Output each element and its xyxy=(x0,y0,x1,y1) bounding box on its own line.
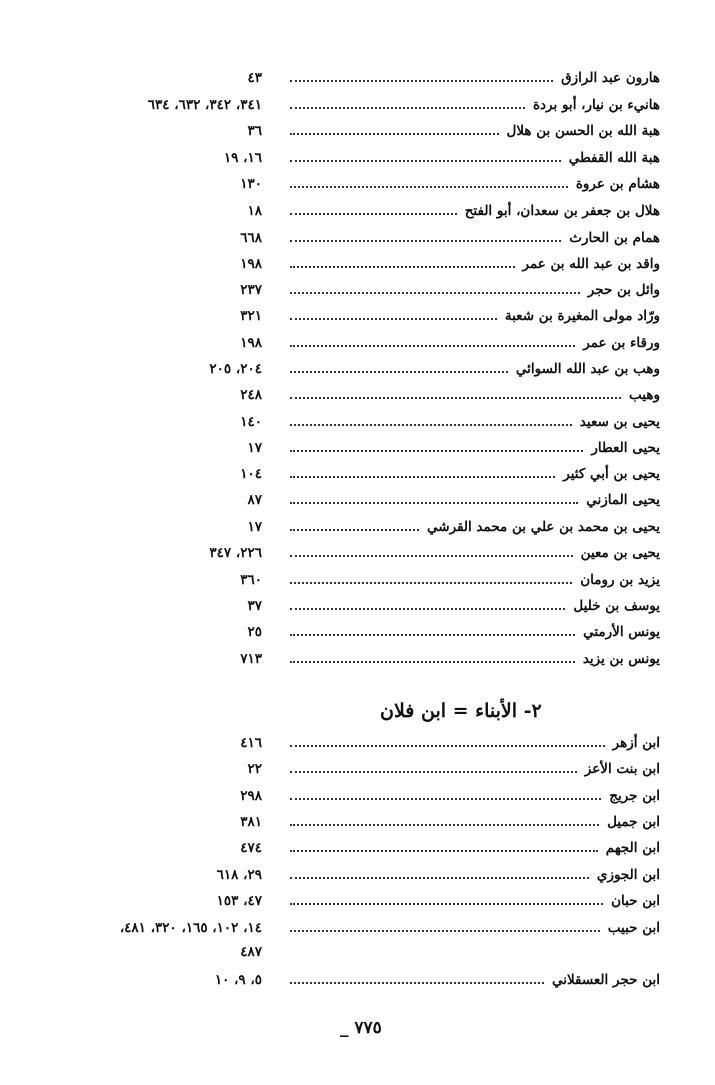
dot-leader xyxy=(290,824,599,826)
index-entry xyxy=(0,622,715,648)
dot-leader xyxy=(290,555,573,557)
entry-pages: ٣٧ xyxy=(247,598,262,614)
index-entry xyxy=(0,970,715,996)
entry-pages: ٢٢ xyxy=(247,761,262,777)
index-entry xyxy=(0,891,715,917)
entry-pages: ٢٥ xyxy=(247,624,262,640)
entry-name: يحيى بن أبي كثير xyxy=(563,466,660,482)
entry-name: ابن جميل xyxy=(607,814,660,830)
dot-leader xyxy=(290,771,577,773)
dot-leader xyxy=(290,982,544,984)
index-entry xyxy=(0,148,715,174)
entry-pages: ٣٨١ xyxy=(240,814,262,830)
entry-name: يزيد بن رومان xyxy=(580,572,660,588)
entry-name: هانيء بن نيار، أبو بردة xyxy=(532,97,660,113)
entry-name: ورقاء بن عمر xyxy=(583,335,660,351)
entry-name: ابن الجهم xyxy=(605,840,660,856)
entry-pages: ٧١٣ xyxy=(240,651,262,667)
entry-pages: ٤٧٤ xyxy=(240,840,262,856)
page-number: _ ٧٧٥ xyxy=(340,1018,382,1038)
entry-name: ابن جريج xyxy=(609,788,660,804)
entry-name: ابن بنت الأعز xyxy=(584,761,660,777)
entry-name: يحيى المازني xyxy=(586,492,660,508)
entry-name: يحيى العطار xyxy=(591,440,660,456)
entry-pages: ١٣٠ xyxy=(240,176,262,192)
index-entry xyxy=(0,596,715,622)
dot-leader xyxy=(290,850,598,852)
dot-leader xyxy=(290,240,561,242)
index-entry xyxy=(0,786,715,812)
dot-leader xyxy=(290,345,575,347)
entry-pages: ٤٣ xyxy=(247,70,262,86)
index-entry xyxy=(0,95,715,121)
index-entry xyxy=(0,838,715,864)
dot-leader xyxy=(290,371,508,373)
dot-leader xyxy=(290,529,419,531)
dot-leader xyxy=(290,133,499,135)
entry-pages: ١٩٨ xyxy=(240,335,262,351)
index-entry xyxy=(0,333,715,359)
dot-leader xyxy=(290,80,553,82)
index-entry xyxy=(0,438,715,464)
dot-leader xyxy=(290,502,578,504)
dot-leader xyxy=(290,213,457,215)
dot-leader xyxy=(290,608,565,610)
index-entry xyxy=(0,174,715,200)
dot-leader xyxy=(290,798,601,800)
entry-name: ابن الجوزي xyxy=(596,867,660,883)
entry-pages: ١٩٨ xyxy=(240,256,262,272)
entry-pages: ١٤، ١٠٢، ١٦٥، ٣٢٠، ٤٨١، xyxy=(119,920,262,936)
entry-name: ابن حجر العسقلاني xyxy=(551,972,660,988)
entry-pages: ١٠٤ xyxy=(240,466,262,482)
entry-pages: ٢٢٦، ٣٤٧ xyxy=(209,545,262,561)
dot-leader xyxy=(290,634,575,636)
entry-pages: ٣٤١، ٣٤٢، ٦٣٢، ٦٣٤ xyxy=(147,97,262,113)
entry-name: يحيى بن سعيد xyxy=(579,414,660,430)
entry-name: هبة الله بن الحسن بن هلال xyxy=(506,123,660,139)
entry-name: يحيى بن محمد بن علي بن محمد القرشي xyxy=(427,519,660,535)
entry-pages: ٨٧ xyxy=(247,492,262,508)
index-entry xyxy=(0,228,715,254)
dot-leader xyxy=(290,582,572,584)
index-entry xyxy=(0,280,715,306)
index-entry xyxy=(0,918,715,944)
index-entry xyxy=(0,306,715,332)
dot-leader xyxy=(290,318,497,320)
entry-pages: ٣٢١ xyxy=(240,308,262,324)
entry-name: يوسف بن خليل xyxy=(573,598,660,614)
entry-name: واقد بن عبد الله بن عمر xyxy=(522,256,660,272)
entry-pages: ٣٦٠ xyxy=(240,572,262,588)
dot-leader xyxy=(290,186,568,188)
entry-pages: ٢٩٨ xyxy=(240,788,262,804)
index-entry xyxy=(0,517,715,543)
index-entry xyxy=(0,385,715,411)
index-entry xyxy=(0,812,715,838)
entry-name: ورّاد مولى المغيرة بن شعبة xyxy=(504,308,660,324)
entry-name: يحيى بن معين xyxy=(580,545,660,561)
entry-pages: ١٨ xyxy=(247,203,262,219)
entry-pages: ٥، ٩، ١٠ xyxy=(214,972,262,988)
dot-leader xyxy=(290,745,605,747)
entry-pages: ١٦، ١٩ xyxy=(223,150,262,166)
entry-name: هلال بن جعفر بن سعدان، أبو الفتح xyxy=(464,203,660,219)
dot-leader xyxy=(290,266,515,268)
entry-pages: ٤١٦ xyxy=(240,735,262,751)
entry-pages: ٢٩، ٦١٨ xyxy=(216,867,262,883)
index-entry xyxy=(0,121,715,147)
dot-leader xyxy=(290,292,580,294)
entry-name: يونس الأرمتي xyxy=(583,624,660,640)
index-entry xyxy=(0,543,715,569)
entry-name: ابن حبيب xyxy=(607,920,660,936)
entry-name: هشام بن عروة xyxy=(575,176,660,192)
entry-pages: ٣٦ xyxy=(247,123,262,139)
entry-pages-continued: ٤٨٧ xyxy=(240,944,262,960)
entry-pages: ١٤٠ xyxy=(240,414,262,430)
entry-pages: ٦٦٨ xyxy=(240,230,262,246)
entry-name: هبة الله القفطي xyxy=(568,150,660,166)
entry-name: ابن أزهر xyxy=(612,735,660,751)
dot-leader xyxy=(290,877,589,879)
index-entry xyxy=(0,412,715,438)
entry-pages: ٢٠٤، ٢٠٥ xyxy=(209,361,262,377)
index-entry xyxy=(0,570,715,596)
index-entry xyxy=(0,359,715,385)
dot-leader xyxy=(290,397,621,399)
index-entry xyxy=(0,759,715,785)
entry-pages: ١٧ xyxy=(247,519,262,535)
section-heading: ٢- الأبناء = ابن فلان xyxy=(380,700,542,722)
index-entry xyxy=(0,254,715,280)
dot-leader xyxy=(290,160,561,162)
entry-name: يونس بن يزيد xyxy=(582,651,660,667)
entry-name: وهب بن عبد الله السوائي xyxy=(515,361,660,377)
entry-name: هارون عبد الرازق xyxy=(561,70,660,86)
dot-leader xyxy=(290,107,525,109)
entry-pages: ١٧ xyxy=(247,440,262,456)
dot-leader xyxy=(290,450,583,452)
index-entry xyxy=(0,201,715,227)
index-entry xyxy=(0,68,715,94)
entry-pages: ٢٤٨ xyxy=(240,387,262,403)
dot-leader xyxy=(290,661,575,663)
entry-name: ابن حبان xyxy=(611,893,660,909)
dot-leader xyxy=(290,424,572,426)
entry-name: همام بن الحارث xyxy=(569,230,660,246)
dot-leader xyxy=(290,903,603,905)
index-entry xyxy=(0,865,715,891)
dot-leader xyxy=(290,930,600,932)
entry-name: وهيب xyxy=(629,387,660,403)
index-entry xyxy=(0,464,715,490)
entry-name: وائل بن حجر xyxy=(587,282,660,298)
entry-pages: ٤٧، ١٥٣ xyxy=(216,893,262,909)
index-entry xyxy=(0,733,715,759)
index-entry-continuation xyxy=(0,942,715,968)
index-entry xyxy=(0,490,715,516)
dot-leader xyxy=(290,476,555,478)
entry-pages: ٢٣٧ xyxy=(240,282,262,298)
index-entry xyxy=(0,649,715,675)
